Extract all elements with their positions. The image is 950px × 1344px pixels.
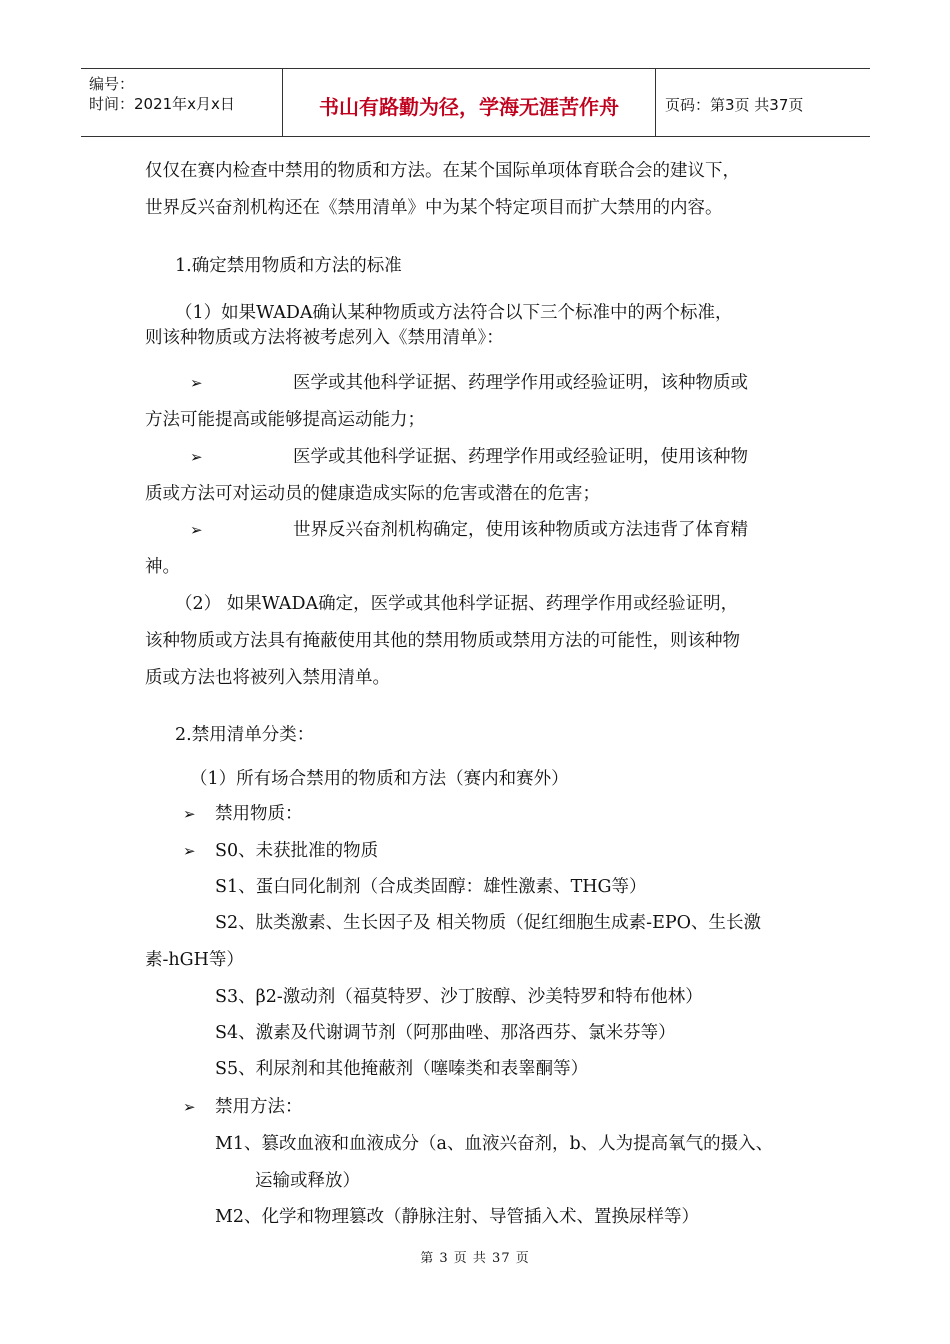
criteria-2-line: 该种物质或方法具有掩蔽使用其他的禁用物质或禁用方法的可能性，则该种物 bbox=[145, 631, 740, 651]
header-right-cell bbox=[655, 69, 870, 136]
list-item: S1、蛋白同化制剂（合成类固醇：雄性激素、THG等） bbox=[215, 877, 647, 897]
criteria-1-line: （1）如果WADA确认某种物质或方法符合以下三个标准中的两个标准， bbox=[175, 303, 733, 323]
document-time-label: 时间：2021年x月x日 bbox=[89, 95, 235, 113]
list-item: S5、利尿剂和其他掩蔽剂（噻嗪类和表睾酮等） bbox=[215, 1059, 589, 1079]
bullet-line: 神。 bbox=[145, 557, 180, 577]
list-item: S4、激素及代谢调节剂（阿那曲唑、那洛西芬、氯米芬等） bbox=[215, 1023, 676, 1043]
bullet-line: 医学或其他科学证据、药理学作用或经验证明，该种物质或 bbox=[293, 373, 748, 393]
criteria-2-line: （2） 如果WADA确定，医学或其他科学证据、药理学作用或经验证明， bbox=[175, 594, 739, 614]
paragraph-line: 世界反兴奋剂机构还在《禁用清单》中为某个特定项目而扩大禁用的内容。 bbox=[145, 198, 723, 218]
bullet-arrow-icon: ➢ bbox=[190, 374, 203, 392]
list-item: M2、化学和物理篡改（静脉注射、导管插入术、置换尿样等） bbox=[215, 1207, 700, 1227]
list-item: 素-hGH等） bbox=[145, 950, 244, 970]
list-item: S3、β2-激动剂（福莫特罗、沙丁胺醇、沙美特罗和特布他林） bbox=[215, 987, 703, 1007]
header-motto: 书山有路勤为径，学海无涯苦作舟 bbox=[319, 95, 619, 119]
list-item: 运输或释放） bbox=[255, 1171, 360, 1191]
category-1-heading: （1）所有场合禁用的物质和方法（赛内和赛外） bbox=[190, 769, 569, 789]
document-code-label: 编号： bbox=[89, 75, 135, 93]
methods-heading: 禁用方法： bbox=[215, 1097, 303, 1117]
bullet-arrow-icon: ➢ bbox=[183, 805, 196, 823]
bullet-arrow-icon: ➢ bbox=[190, 521, 203, 539]
list-item: M1、篡改血液和血液成分（a、血液兴奋剂，b、人为提高氧气的摄入、 bbox=[215, 1134, 774, 1154]
list-item: S2、肽类激素、生长因子及 相关物质（促红细胞生成素-EPO、生长激 bbox=[215, 913, 761, 933]
section-heading-1: 1.确定禁用物质和方法的标准 bbox=[175, 256, 402, 276]
bullet-arrow-icon: ➢ bbox=[183, 1098, 196, 1116]
page-footer: 第 3 页 共 37 页 bbox=[420, 1251, 530, 1266]
bullet-line: 医学或其他科学证据、药理学作用或经验证明，使用该种物 bbox=[293, 447, 748, 467]
section-heading-2: 2.禁用清单分类： bbox=[175, 725, 315, 745]
bullet-line: 方法可能提高或能够提高运动能力； bbox=[145, 410, 425, 430]
header-page-label: 页码：第3页 共37页 bbox=[665, 96, 804, 114]
header-left-cell bbox=[81, 69, 281, 136]
list-item: S0、未获批准的物质 bbox=[215, 841, 379, 861]
bullet-arrow-icon: ➢ bbox=[190, 448, 203, 466]
header-center-cell bbox=[282, 69, 656, 136]
page-header bbox=[81, 68, 870, 137]
criteria-1-line: 则该种物质或方法将被考虑列入《禁用清单》： bbox=[145, 328, 504, 348]
bullet-arrow-icon: ➢ bbox=[183, 842, 196, 860]
paragraph-line: 仅仅在赛内检查中禁用的物质和方法。在某个国际单项体育联合会的建议下， bbox=[145, 161, 740, 181]
bullet-line: 世界反兴奋剂机构确定，使用该种物质或方法违背了体育精 bbox=[293, 520, 748, 540]
substances-heading: 禁用物质： bbox=[215, 804, 303, 824]
bullet-line: 质或方法可对运动员的健康造成实际的危害或潜在的危害； bbox=[145, 484, 600, 504]
criteria-2-line: 质或方法也将被列入禁用清单。 bbox=[145, 668, 390, 688]
